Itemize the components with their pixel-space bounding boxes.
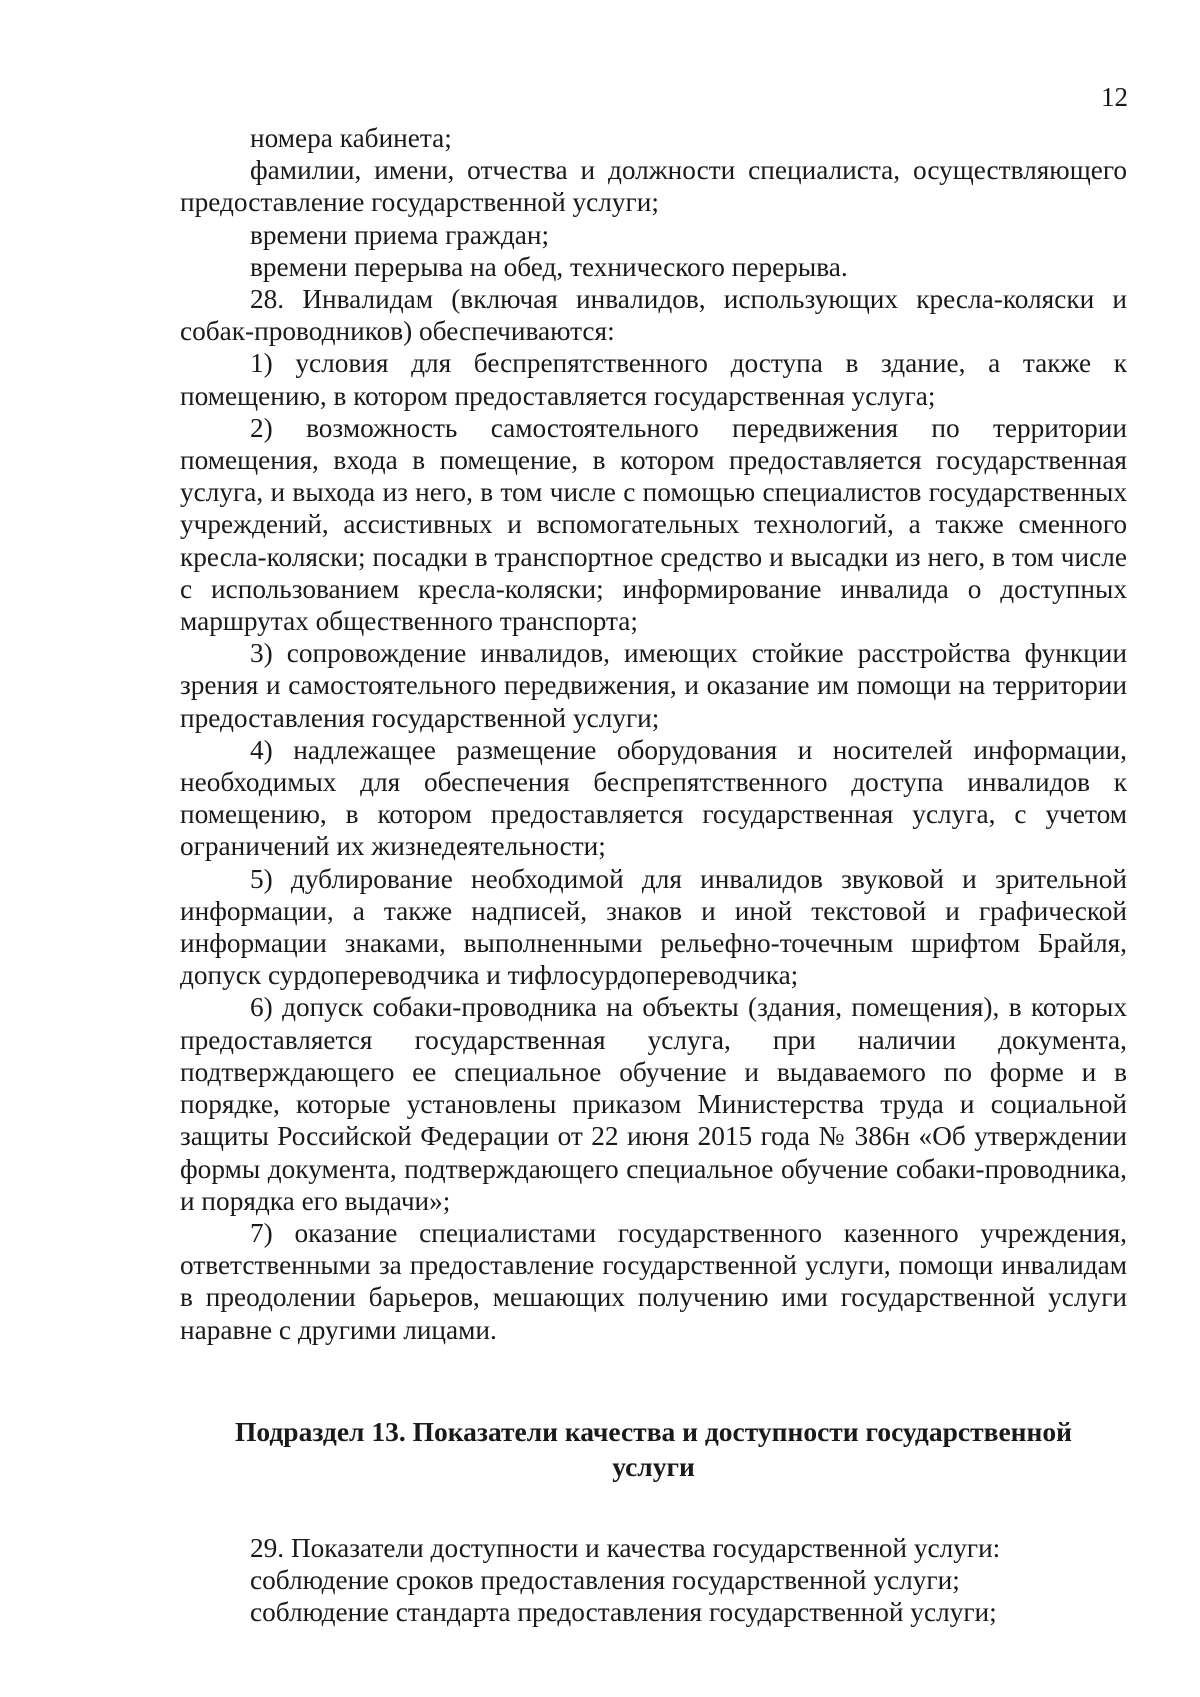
paragraph-subitem-4: 4) надлежащее размещение оборудования и носителей информации, необходимых для обеспечения беспрепятственного доступа инвалидов к помещению, в котором предоставляется государственная услуга, с учетом ограничений их жизнедеятельности; [180,734,1127,862]
paragraph-item-29: 29. Показатели доступности и качества государственной услуги: [250,1532,1001,1563]
document-body [180,122,1127,1628]
paragraph-subitem-2: 2) возможность самостоятельного передвижения по территории помещения, входа в помещение, в котором предоставляется государственная услуга, и выхода из него, в том числе с помощью специалистов государственных учреждений, ассистивных и вспомогательных технологий, а также сменного кресла-коляски; посадки в транспортное средство и высадки из него, в том числе с использованием кресла-коляски; информирование инвалида о доступных маршрутах общественного транспорта; [180,412,1127,637]
page-number: 12 [1101,82,1128,112]
paragraph-subitem-5: 5) дублирование необходимой для инвалидов звуковой и зрительной информации, а также надписей, знаков и иной текстовой и графической информации знаками, выполненными рельефно-точечным шрифтом Брайля, допуск сурдопереводчика и тифлосурдопереводчика; [180,863,1127,991]
paragraph-specialist-name: фамилии, имени, отчества и должности специалиста, осуществляющего предоставление государственной услуги; [180,155,1127,218]
paragraph-subitem-1: 1) условия для беспрепятственного доступа в здание, а также к помещению, в котором предоставляется государственная услуга; [180,348,1127,411]
paragraph-subitem-3: 3) сопровождение инвалидов, имеющих стойкие расстройства функции зрения и самостоятельного передвижения, и оказание им помощи на территории предоставления государственной услуги; [180,638,1127,733]
section-heading: Подраздел 13. Показатели качества и доступности государственной услуги [235,1415,1072,1482]
paragraph-break-time: времени перерыва на обед, технического перерыва. [250,251,848,282]
paragraph-subitem-7: 7) оказание специалистами государственного казенного учреждения, ответственными за предоставление государственной услуги, помощи инвалидам в преодолении барьеров, мешающих получению ими государственной услуги наравне с другими лицами. [180,1217,1127,1345]
paragraph-subitem-6: 6) допуск собаки-проводника на объекты (здания, помещения), в которых предоставляется государственная услуга, при наличии документа, подтверждающего ее специальное обучение и выдаваемого по форме и в порядке, которые установлены приказом Министерства труда и социальной защиты Российской Федерации от 22 июня 2015 года № 386н «Об утверждении формы документа, подтверждающего специальное обучение собаки-проводника, и порядка его выдачи»; [180,992,1127,1216]
paragraph-cabinet-number: номера кабинета; [250,123,452,153]
paragraph-deadline-compliance: соблюдение сроков предоставления государственной услуги; [250,1564,960,1595]
paragraph-standard-compliance: соблюдение стандарта предоставления государственной услуги; [250,1597,997,1628]
paragraph-item-28: 28. Инвалидам (включая инвалидов, использующих кресла-коляски и собак-проводников) обеспечиваются: [180,284,1127,347]
paragraph-reception-time: времени приема граждан; [250,219,550,250]
